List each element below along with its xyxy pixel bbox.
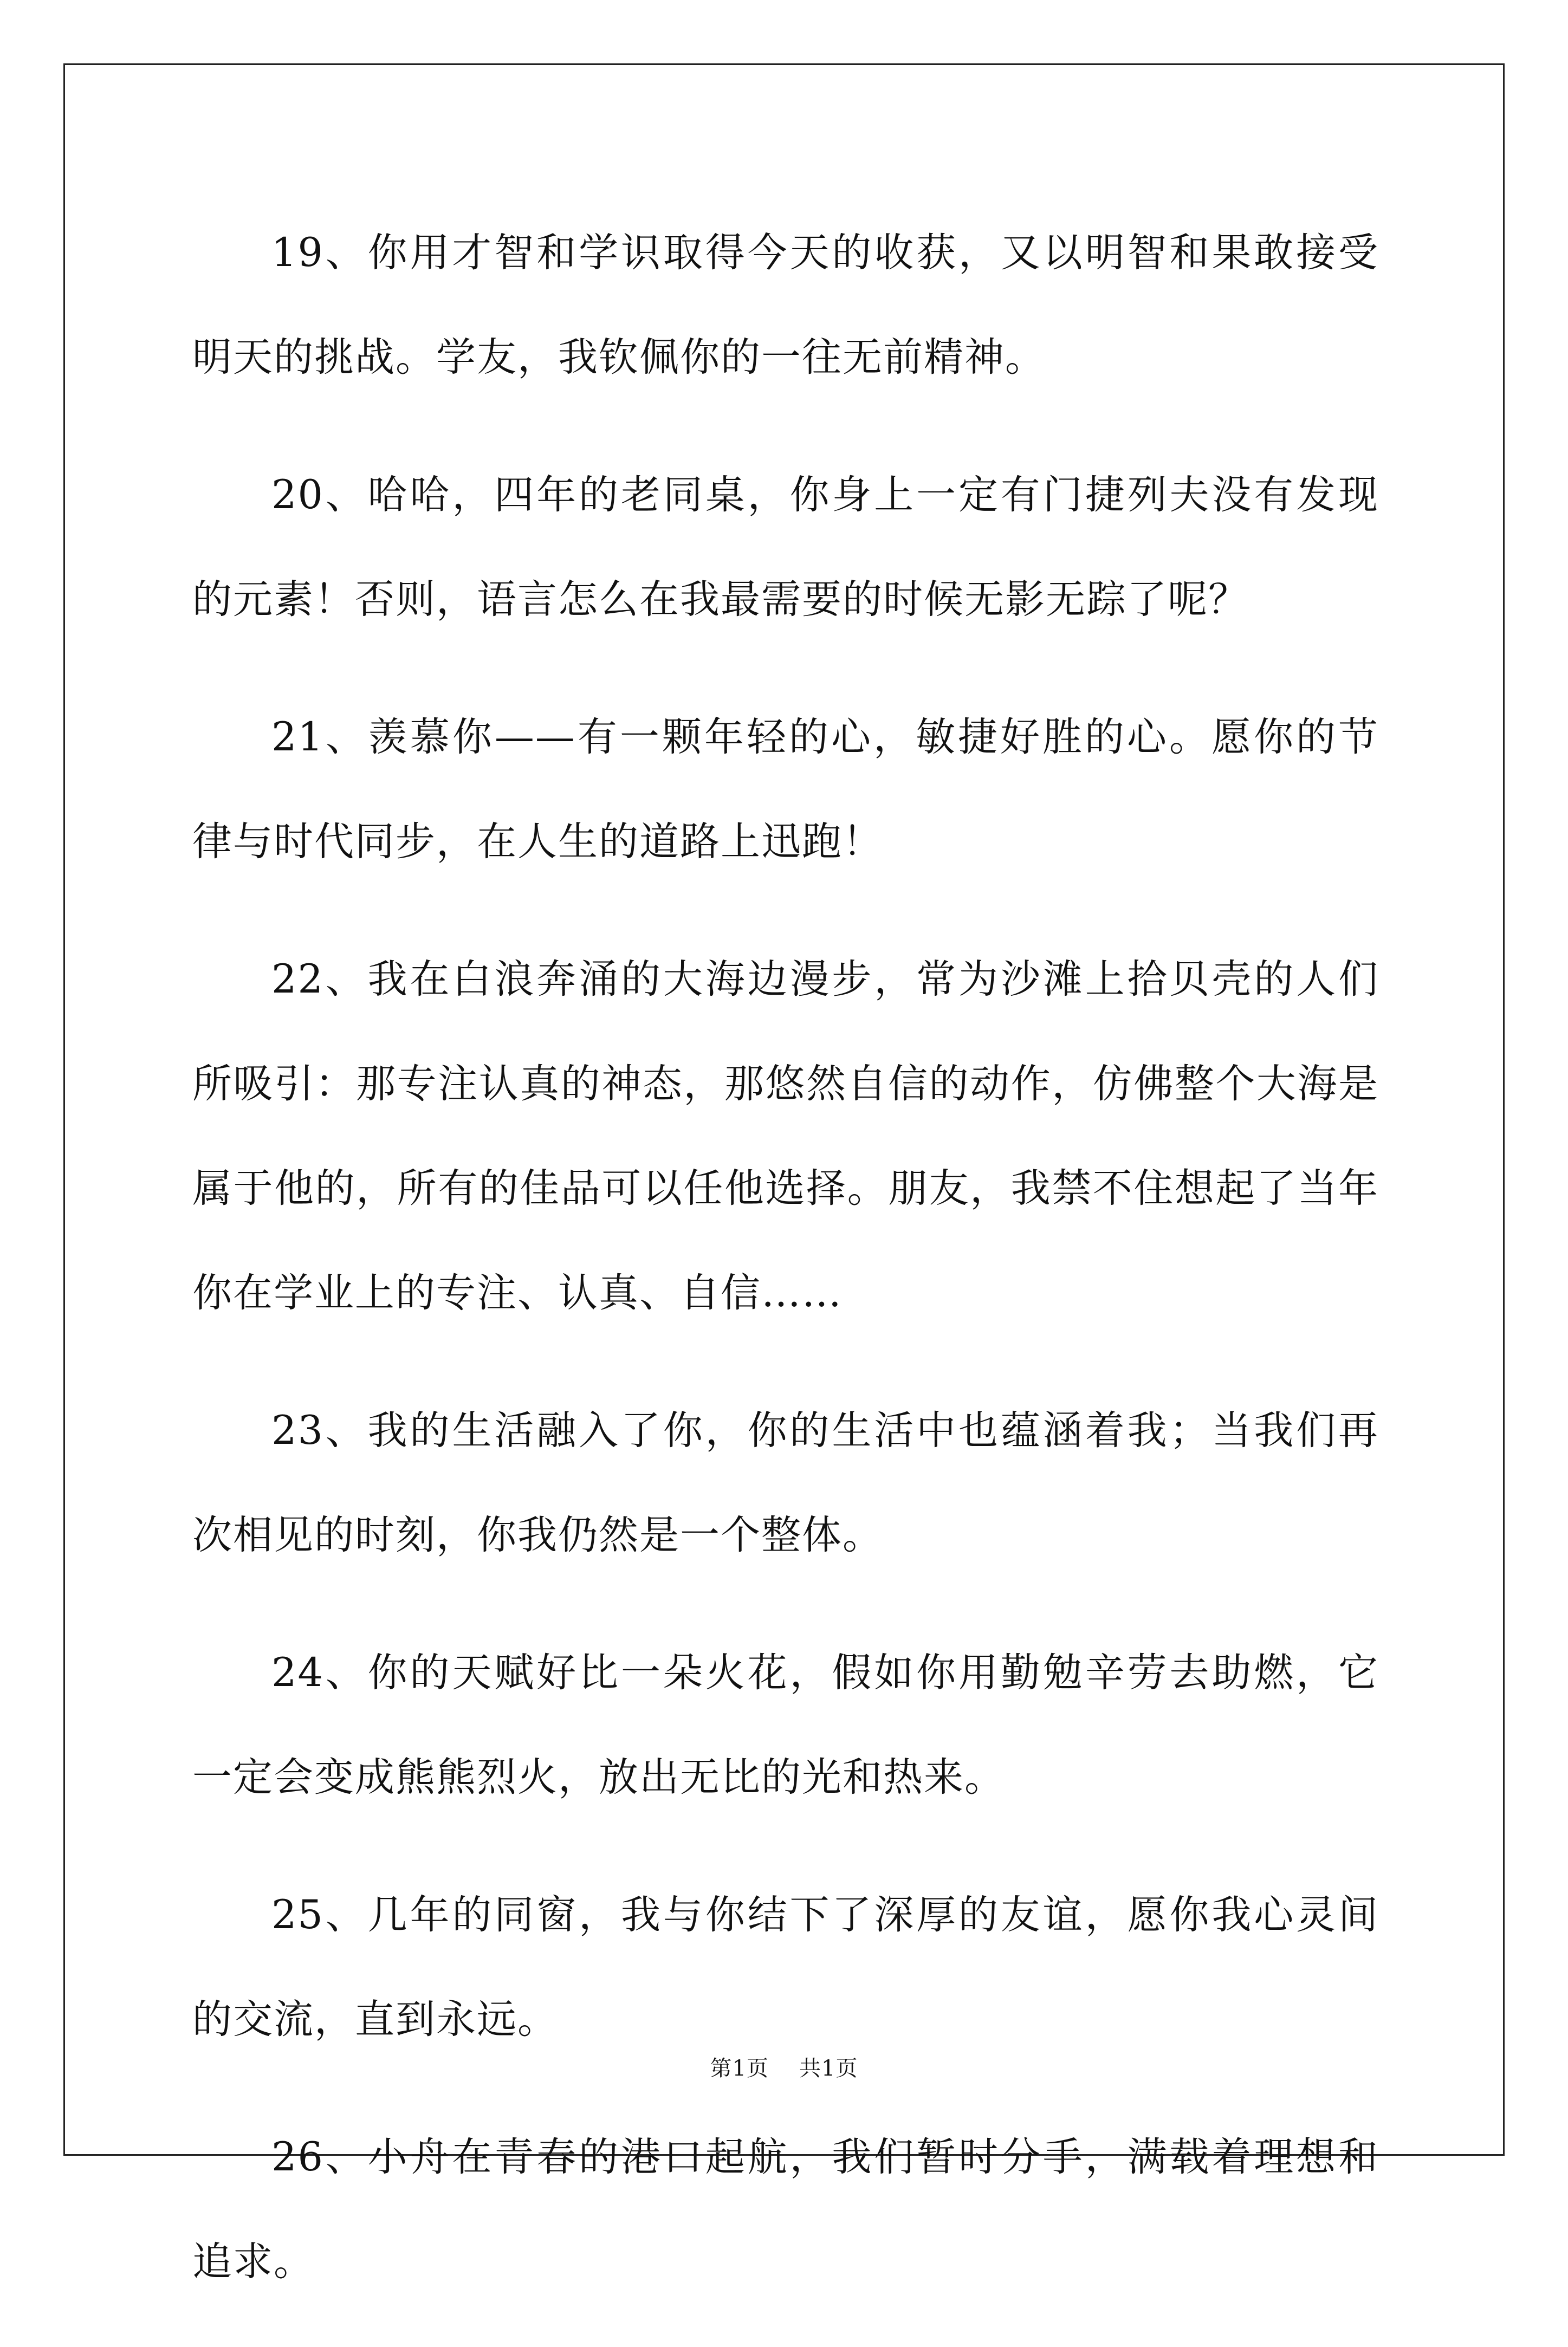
page-footer — [0, 2052, 1568, 2085]
document-body — [192, 200, 1379, 2347]
paragraph-26: 26、小舟在青春的港口起航，我们暂时分手，满载着理想和追求。 — [192, 2134, 1379, 2285]
paragraph-21: 21、羡慕你——有一颗年轻的心，敏捷好胜的心。愿你的节律与时代同步，在人生的道路上迅跑！ — [192, 714, 1379, 865]
paragraph-19: 19、你用才智和学识取得今天的收获，又以明智和果敢接受明天的挑战。学友，我钦佩你的一往无前精神。 — [192, 230, 1379, 380]
paragraph-20: 20、哈哈，四年的老同桌，你身上一定有门捷列夫没有发现的元素！否则，语言怎么在我最需要的时候无影无踪了呢？ — [192, 472, 1379, 623]
page-number: 第1页 — [710, 2056, 769, 2081]
page-total: 共1页 — [799, 2056, 858, 2081]
paragraph-24: 24、你的天赋好比一朵火花，假如你用勤勉辛劳去助燃，它一定会变成熊熊烈火，放出无比的光和热来。 — [192, 1650, 1379, 1800]
paragraph-23: 23、我的生活融入了你，你的生活中也蕴涵着我；当我们再次相见的时刻，你我仍然是一个整体。 — [192, 1408, 1379, 1558]
paragraph-25: 25、几年的同窗，我与你结下了深厚的友谊，愿你我心灵间的交流，直到永远。 — [192, 1892, 1379, 2043]
paragraph-22: 22、我在白浪奔涌的大海边漫步，常为沙滩上拾贝壳的人们所吸引：那专注认真的神态，那悠然自信的动作，仿佛整个大海是属于他的，所有的佳品可以任他选择。朋友，我禁不住想起了当年你在学业上的专注、认真、自信…… — [192, 956, 1379, 1316]
